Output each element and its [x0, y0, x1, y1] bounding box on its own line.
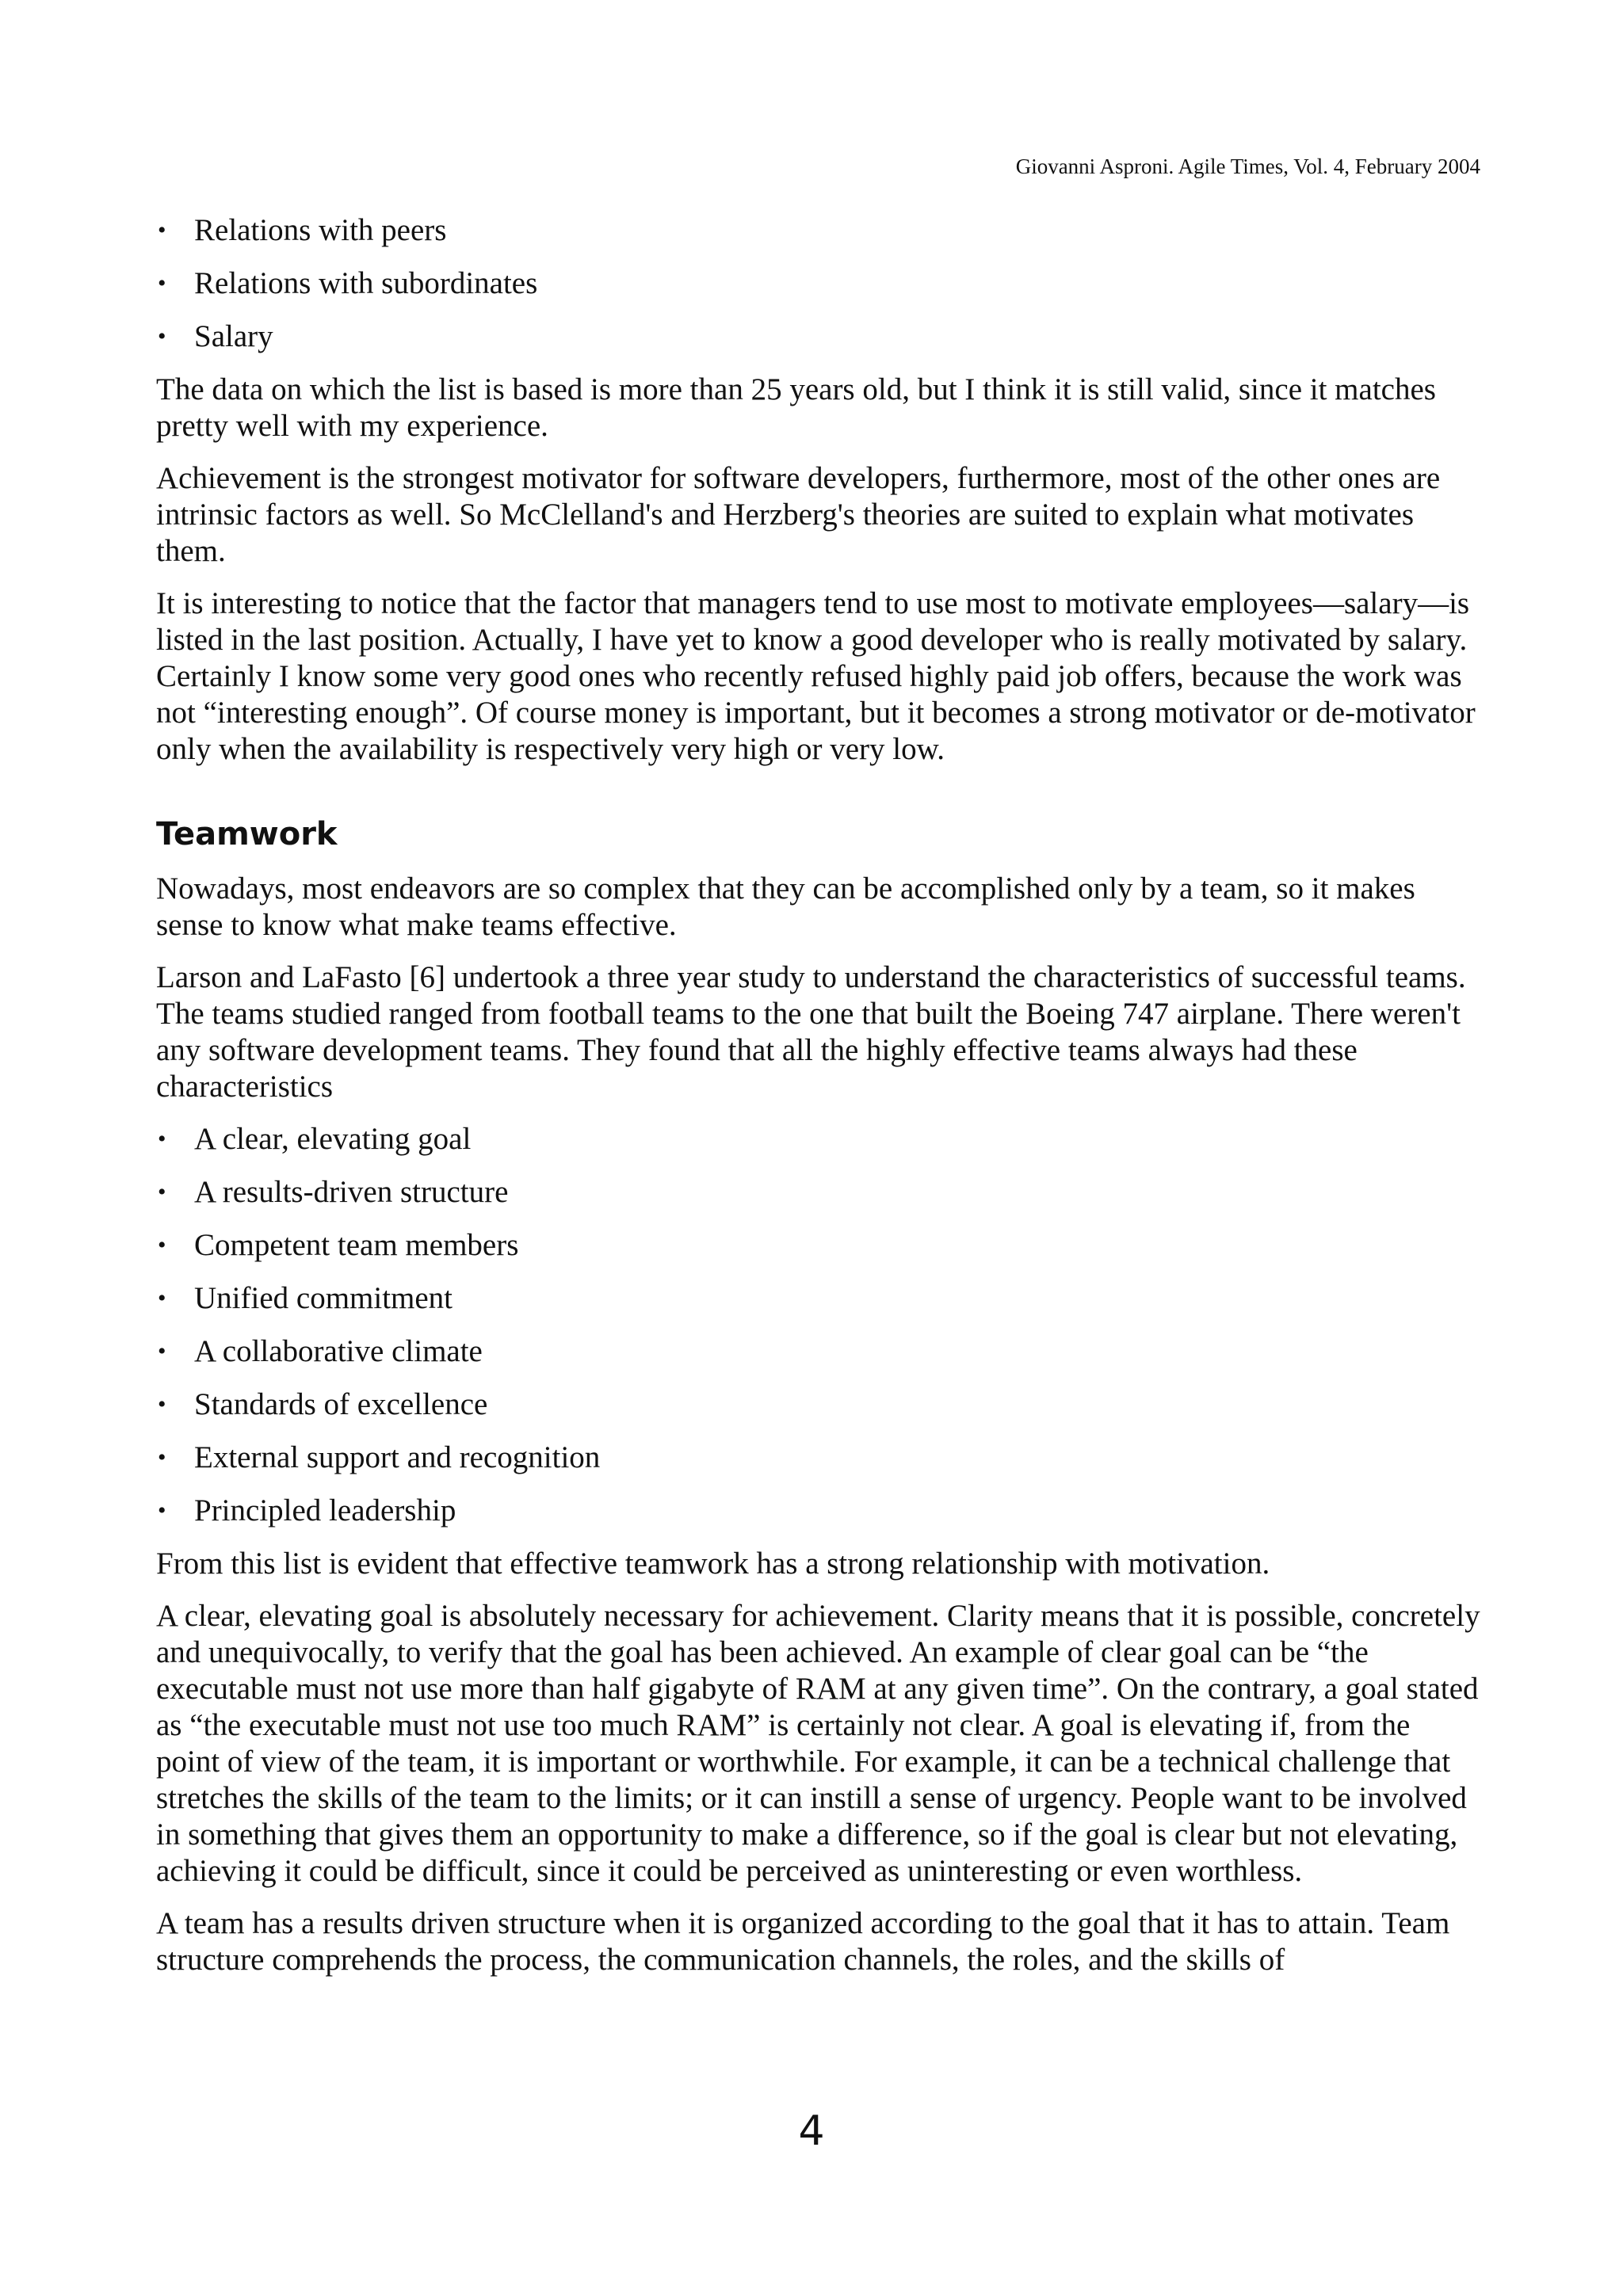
list-item: [156, 212, 1481, 249]
bullet-icon: •: [158, 1497, 166, 1524]
paragraph: From this list is evident that effective teamwork has a strong relationship with motivation.: [156, 1547, 1270, 1581]
bullet-icon: •: [158, 323, 166, 349]
list-item-text: A results-driven structure: [194, 1175, 509, 1209]
paragraph: Nowadays, most endeavors are so complex that they can be accomplished only by a team, so it makes sense to know what make teams effective.: [156, 871, 1415, 942]
list-item: [156, 1333, 1481, 1370]
bullet-list-factors: [156, 212, 1481, 355]
paragraph: A clear, elevating goal is absolutely necessary for achievement. Clarity means that it is possible, concretely and unequivocally, to verify that the goal has been achieved. An example of clear goal can be “the executable must not use more than half gigabyte of RAM at any given time”. On the contrary, a goal stated as “the executable must not use too much RAM” is certainly not clear. A goal is elevating if, from the point of view of the team, it is important or worthwhile. For example, it can be a technical challenge that stretches the skills of the team to the limits; or it can instill a sense of urgency. People want to be involved in something that gives them an opportunity to make a difference, so if the goal is clear but not elevating, achieving it could be difficult, since it could be perceived as uninteresting or even worthless.: [156, 1599, 1480, 1888]
list-item-text: External support and recognition: [194, 1440, 601, 1474]
list-item: [156, 318, 1481, 355]
page-number: 4: [798, 2107, 825, 2155]
list-item: [156, 1280, 1481, 1317]
list-item: [156, 1493, 1481, 1529]
bullet-icon: •: [158, 1232, 166, 1258]
section-heading-teamwork: Teamwork: [156, 816, 338, 852]
page-content: [156, 212, 1481, 1994]
paragraph: A team has a results driven structure when it is organized according to the goal that it has to attain. Team structure comprehends the process, the communication channels, the roles, and the skills of: [156, 1906, 1450, 1977]
list-item-text: A collaborative climate: [194, 1334, 483, 1368]
list-item-text: Unified commitment: [194, 1281, 453, 1315]
bullet-icon: •: [158, 270, 166, 296]
paragraph: Larson and LaFasto [6] undertook a three year study to understand the characteristics of successful teams. The teams studied ranged from football teams to the one that built the Boeing 747 airplane. There weren't any software development teams. They found that all the highly effective teams always had these characteristics: [156, 960, 1466, 1104]
list-item-text: Relations with peers: [194, 213, 447, 247]
list-item-text: Principled leadership: [194, 1493, 456, 1527]
bullet-icon: •: [158, 1338, 166, 1364]
list-item-text: Standards of excellence: [194, 1387, 488, 1421]
paragraph: It is interesting to notice that the factor that managers tend to use most to motivate employees—salary—is listed in the last position. Actually, I have yet to know a good developer who is really motivated by salary. Certainly I know some very good ones who recently refused highly paid job offers, because the work was not “interesting enough”. Of course money is important, but it becomes a strong motivator or de-motivator only when the availability is respectively very high or very low.: [156, 586, 1476, 766]
list-item: [156, 1174, 1481, 1211]
list-item: [156, 1386, 1481, 1423]
list-item: [156, 1227, 1481, 1264]
bullet-icon: •: [158, 1126, 166, 1152]
bullet-icon: •: [158, 217, 166, 243]
list-item: [156, 1121, 1481, 1158]
bullet-icon: •: [158, 1391, 166, 1417]
list-item: [156, 265, 1481, 302]
bullet-icon: •: [158, 1444, 166, 1470]
list-item-text: A clear, elevating goal: [194, 1122, 472, 1156]
paragraph: Achievement is the strongest motivator for software developers, furthermore, most of the other ones are intrinsic factors as well. So McClelland's and Herzberg's theories are suited to explain what motivates them.: [156, 461, 1441, 568]
list-item-text: Competent team members: [194, 1228, 519, 1262]
bullet-icon: •: [158, 1179, 166, 1205]
bullet-icon: •: [158, 1285, 166, 1311]
list-item-text: Salary: [194, 319, 273, 353]
list-item-text: Relations with subordinates: [194, 266, 538, 300]
paragraph: The data on which the list is based is more than 25 years old, but I think it is still valid, since it matches pretty well with my experience.: [156, 372, 1436, 443]
list-item: [156, 1440, 1481, 1476]
running-header: Giovanni Asproni. Agile Times, Vol. 4, February 2004: [1015, 154, 1480, 178]
bullet-list-team-characteristics: [156, 1121, 1481, 1529]
